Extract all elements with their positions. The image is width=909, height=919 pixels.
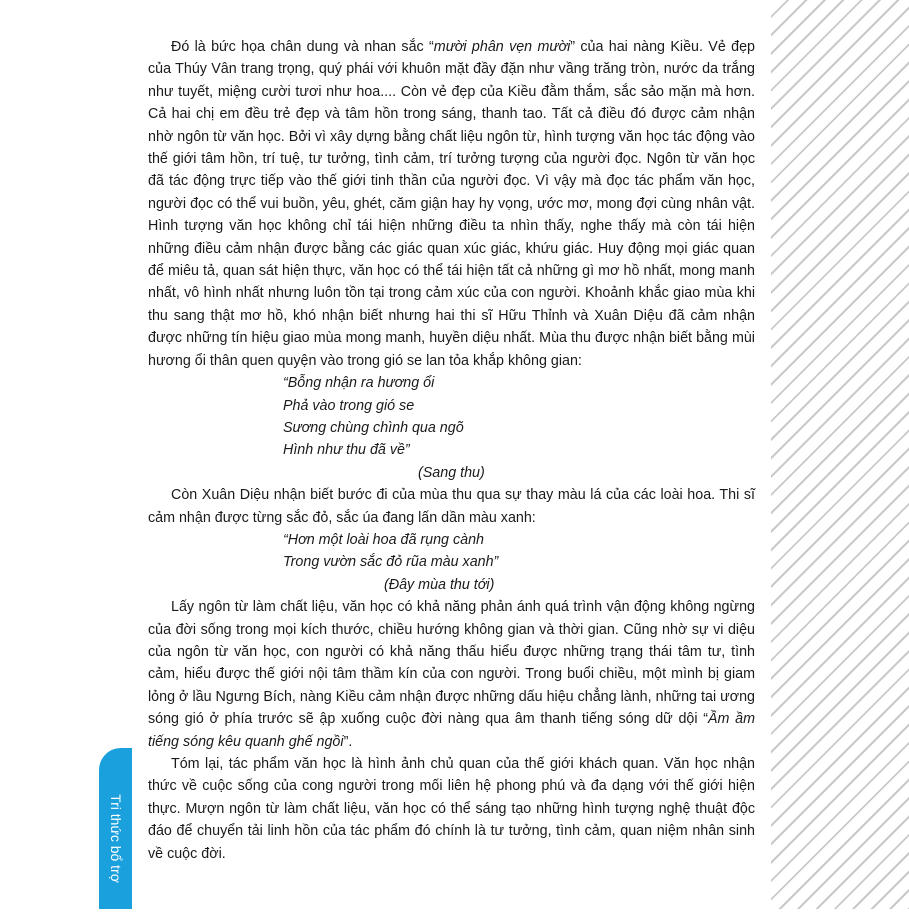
paragraph-1 (148, 36, 755, 372)
decorative-stripes (771, 0, 909, 909)
poem-1-line: Hình như thu đã về” (283, 442, 410, 459)
side-tab-label: Tri thức bổ trợ (108, 794, 124, 883)
poem-1-line: Sương chùng chình qua ngõ (283, 419, 464, 436)
poem-1-line: “Bỗng nhận ra hương ổi (283, 375, 435, 392)
poem-1-source: (Sang thu) (418, 464, 485, 481)
paragraph-2: Còn Xuân Diệu nhận biết bước đi của mùa thu qua sự thay màu lá của các loài hoa. Thi sĩ cảm nhận được từng sắc đỏ, sắc úa đang lấn dần màu xanh: (148, 487, 755, 526)
paragraph-3-text-b: ”. (343, 733, 353, 750)
section-side-tab (99, 748, 132, 909)
poem-2-line: “Hơn một loài hoa đã rụng cành (283, 531, 484, 548)
paragraph-3-emphasis: Ầm ầm tiếng sóng kêu quanh ghế ngồi (148, 711, 756, 750)
paragraph-1-text-b: ” của hai nàng Kiều. Vẻ đẹp của Thúy Vân trang trọng, quý phái với khuôn mặt đầy đặn như vầng trăng tròn, nước da trắng như tuyết, miệng cười tươi như hoa.... Còn vẻ đẹp của Kiều đằm thắm, sắc sảo mặn mà hơn. Cả hai chị em đều trẻ đẹp và tâm hồn trong sáng, thanh tao. Tất cả điều đó được cảm nhận nhờ ngôn từ văn học. Bởi vì xây dựng bằng chất liệu ngôn từ, hình tượng văn học tác động vào thế giới tâm hồn, trí tuệ, tư tưởng, tình cảm, trí tưởng tượng của người đọc. Ngôn từ văn học đã tác động trực tiếp vào thế giới tinh thần của người đọc. Vì vậy mà đọc tác phẩm văn học, người đọc có thể vui buồn, yêu, ghét, căm giận hay hy vọng, ước mơ, mong đợi cùng nhân vật. Hình tượng văn học không chỉ tái hiện những điều ta nhìn thấy, nghe thấy mà còn tái hiện những điều cảm nhận được bằng các giác quan xúc giác, khứu giác. Huy động mọi giác quan để miêu tả, quan sát hiện thực, văn học có thể tái hiện tất cả những gì mơ hồ nhất, mong manh nhất, vô hình nhất nhưng luôn tồn tại trong cảm xúc của con người. Khoảnh khắc giao mùa khi thu sang thật mơ hồ, khó nhận biết nhưng hai thi sĩ Hữu Thỉnh và Xuân Diệu đã cảm nhận được những tín hiệu giao mùa mong manh, huyền diệu nhất. Mùa thu được nhận biết bằng mùi hương ổi thân quen quyện vào trong gió se lan tỏa khắp không gian: (148, 39, 755, 369)
poem-1-line: Phả vào trong gió se (283, 397, 415, 414)
poem-2-line: Trong vườn sắc đỏ rũa màu xanh” (283, 554, 499, 571)
paragraph-1-emphasis: mười phân vẹn mười (433, 39, 571, 55)
paragraph-4: Tóm lại, tác phẩm văn học là hình ảnh chủ quan của thế giới khách quan. Văn học nhận thức về cuộc sống của cong người trong mối liên hệ phong phú và đa dạng với thế giới hiện thực. Mượn ngôn từ làm chất liệu, văn học có thể sáng tạo những hình tượng nghệ thuật độc đáo để chuyển tải linh hồn của tác phẩm đó chính là tư tưởng, tình cảm, quan niệm nhân sinh về cuộc đời. (148, 756, 755, 862)
page-body (148, 36, 755, 865)
paragraph-1-text-a: Đó là bức họa chân dung và nhan sắc “ (171, 39, 434, 55)
paragraph-3 (148, 596, 755, 753)
paragraph-3-text-a: Lấy ngôn từ làm chất liệu, văn học có khả năng phản ánh quá trình vận động không ngừng của đời sống trong mọi kích thước, chiều hướng không gian và thời gian. Cũng nhờ sự vi diệu của ngôn từ văn học, con người có khả năng thấu hiểu được những trạng thái tâm tư, tình cảm, hiểu được thế giới nội tâm thầm kín của con người. Trong buổi chiều, một mình bị giam lỏng ở lầu Ngưng Bích, nàng Kiều cảm nhận được những dấu hiệu chẳng lành, những tai ương sóng gió ở phía trước sẽ ập xuống cuộc đời nàng qua âm thanh tiếng sóng dữ dội “ (148, 599, 755, 728)
poem-2-source: (Đây mùa thu tới) (384, 576, 495, 593)
